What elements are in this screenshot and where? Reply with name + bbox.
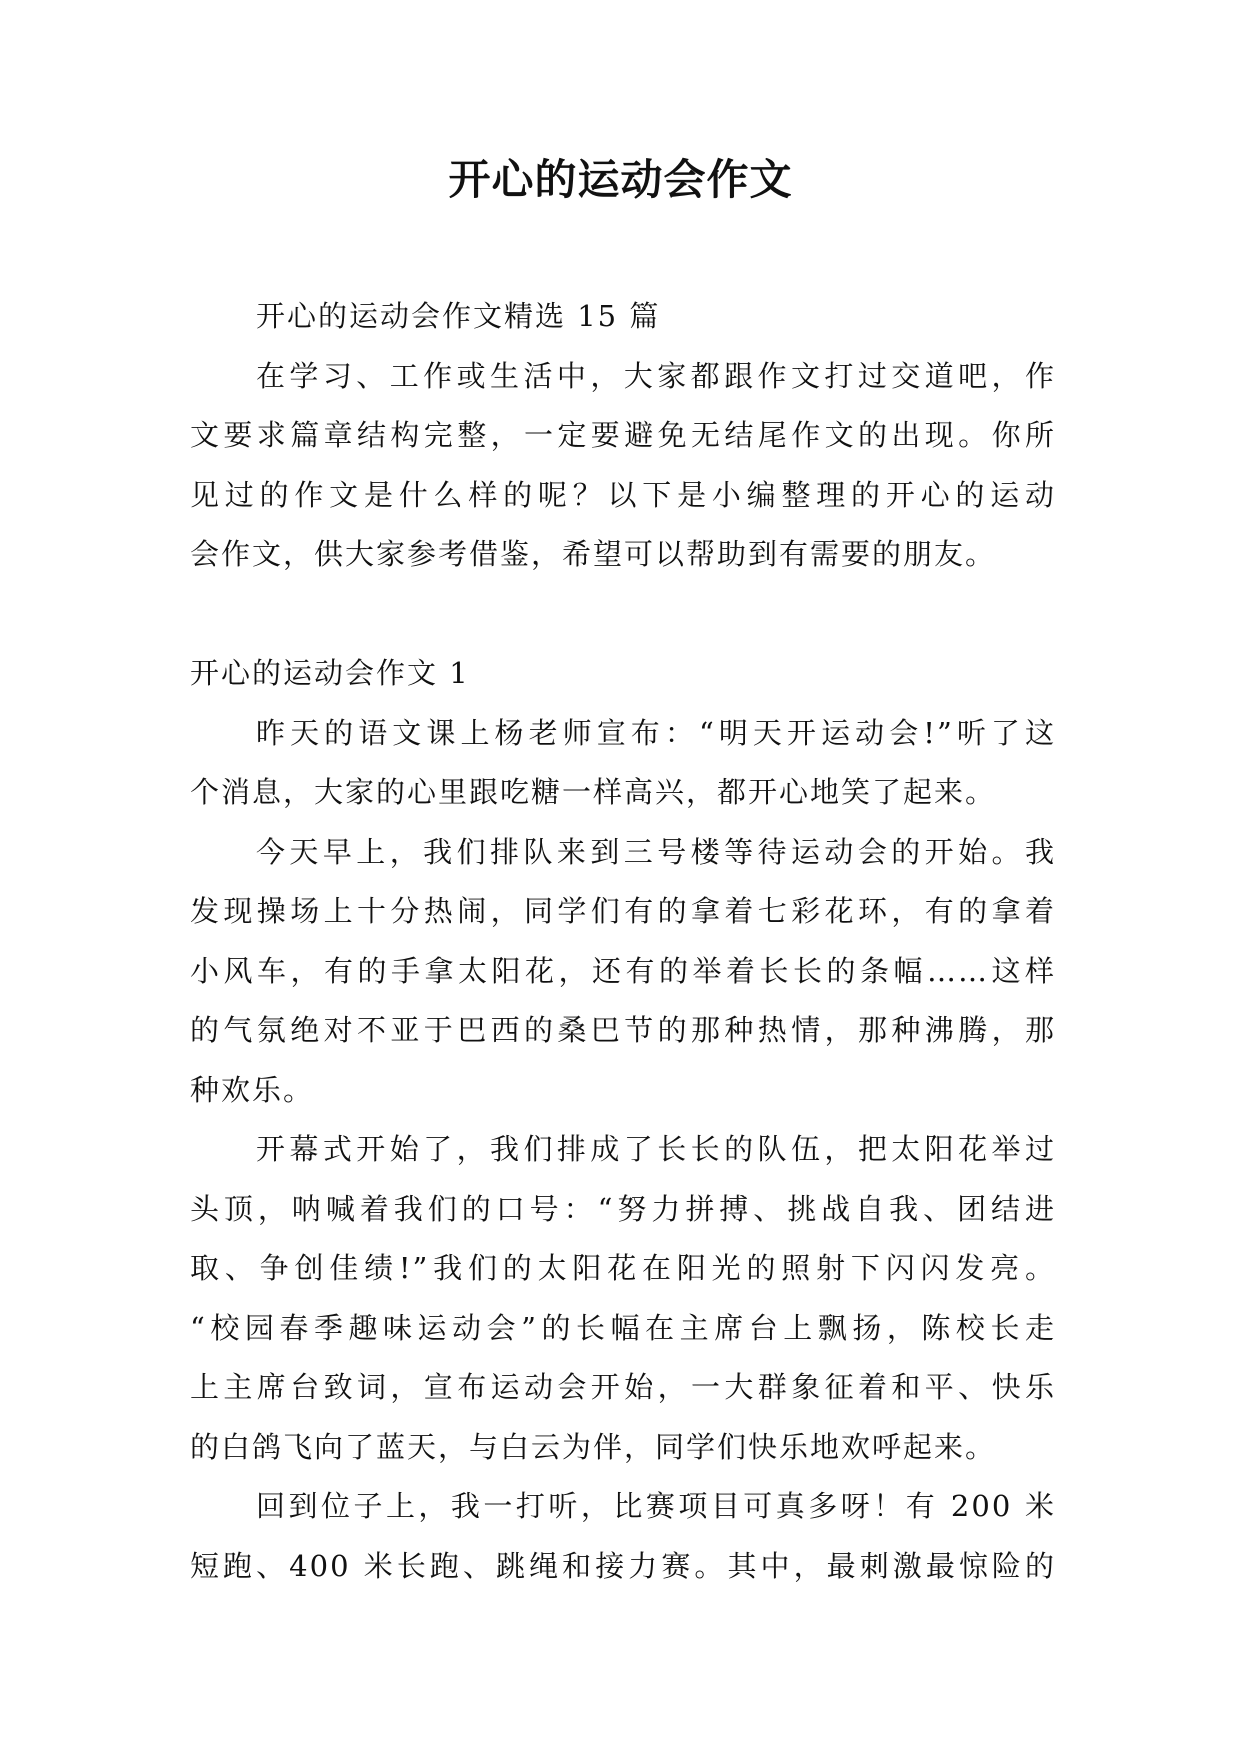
text-line: 小风车，有的手拿太阳花，还有的举着长长的条幅……这样 (190, 953, 1056, 988)
text-line: 在学习、工作或生活中，大家都跟作文打过交道吧，作 (256, 358, 1056, 393)
text-line: 会作文，供大家参考借鉴，希望可以帮助到有需要的朋友。 (190, 537, 997, 571)
text-line: 开心的运动会作文 1 (190, 656, 470, 690)
page-title: 开心的运动会作文 (448, 155, 793, 204)
text-line: 个消息，大家的心里跟吃糖一样高兴，都开心地笑了起来。 (190, 775, 997, 809)
paragraph-spacer (190, 585, 1056, 645)
text-line: 种欢乐。 (190, 1072, 315, 1107)
text-line: 昨天的语文课上杨老师宣布：“明天开运动会!”听了这 (256, 715, 1056, 750)
text-line: 短跑、400 米长跑、跳绳和接力赛。其中，最刺激最惊险的 (190, 1548, 1056, 1583)
text-line: 的白鸽飞向了蓝天，与白云为伴，同学们快乐地欢呼起来。 (190, 1429, 997, 1464)
text-line: 文要求篇章结构完整，一定要避免无结尾作文的出现。你所 (190, 418, 1056, 452)
text-line: 今天早上，我们排队来到三号楼等待运动会的开始。我 (256, 834, 1056, 869)
text-line: 回到位子上，我一打听，比赛项目可真多呀！有 200 米 (256, 1489, 1056, 1523)
essay-body (190, 287, 1056, 1596)
text-line: 开幕式开始了，我们排成了长长的队伍，把太阳花举过 (256, 1132, 1056, 1166)
text-line: “校园春季趣味运动会”的长幅在主席台上飘扬，陈校长走 (190, 1310, 1056, 1345)
text-line: 的气氛绝对不亚于巴西的桑巴节的那种热情，那种沸腾，那 (190, 1013, 1056, 1047)
text-line: 见过的作文是什么样的呢？以下是小编整理的开心的运动 (190, 477, 1056, 512)
text-line: 开心的运动会作文精选 15 篇 (256, 299, 661, 333)
text-line: 发现操场上十分热闹，同学们有的拿着七彩花环，有的拿着 (190, 894, 1056, 928)
text-line: 上主席台致词，宣布运动会开始，一大群象征着和平、快乐 (190, 1370, 1056, 1404)
text-line: 取、争创佳绩!”我们的太阳花在阳光的照射下闪闪发亮。 (190, 1251, 1056, 1285)
text-line: 头顶，呐喊着我们的口号：“努力拼搏、挑战自我、团结进 (190, 1191, 1056, 1226)
